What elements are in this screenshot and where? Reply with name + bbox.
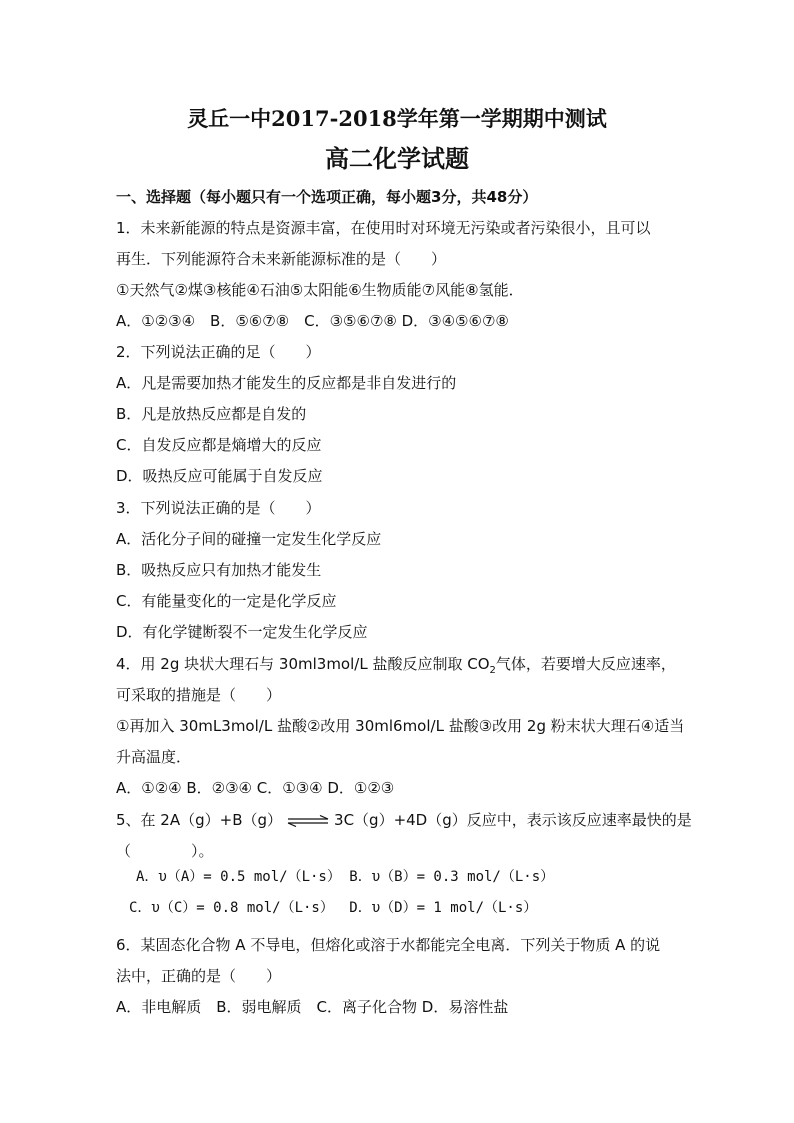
- q3-option-c: C．有能量变化的一定是化学反应: [116, 592, 337, 610]
- exam-title: 灵丘一中2017-2018学年第一学期期中测试: [187, 106, 607, 131]
- q4-stem-pre: 4．用 2g 块状大理石与 30ml3mol/L 盐酸反应制取 CO: [116, 655, 490, 673]
- q6-options: A．非电解质 B．弱电解质 C．离子化合物 D．易溶性盐: [116, 998, 509, 1016]
- q4-measures-line2: 升高温度．: [116, 748, 192, 766]
- q3-stem: 3．下列说法正确的是（ ）: [116, 499, 321, 517]
- q2-option-c: C．自发反应都是熵增大的反应: [116, 436, 322, 454]
- section-heading: 一、选择题（每小题只有一个选项正确，每小题3分，共48分）: [116, 188, 538, 206]
- q4-stem-post: 气体，若要增大反应速率，: [495, 655, 676, 673]
- q2-option-a: A．凡是需要加热才能发生的反应都是非自发进行的: [116, 374, 457, 392]
- q1-stem-line1: 1．未来新能源的特点是资源丰富，在使用时对环境无污染或者污染很小，且可以: [116, 219, 651, 237]
- q5-stem-line2: （ ）。: [116, 842, 214, 860]
- q3-option-b: B．吸热反应只有加热才能发生: [116, 561, 322, 579]
- q5-options-ab: A．υ（A）= 0.5 mol/（L·s） B．υ（B）= 0.3 mol/（L·s）: [136, 869, 555, 885]
- q4-options: A．①②④ B．②③④ C．①③④ D．①②③: [116, 779, 395, 797]
- q5-options-cd: C．υ（C）= 0.8 mol/（L·s） D．υ（D）= 1 mol/（L·s）: [129, 900, 538, 916]
- q6-stem-line1: 6．某固态化合物 A 不导电，但熔化或溶于水都能完全电离．下列关于物质 A 的说: [116, 936, 661, 954]
- q2-option-b: B．凡是放热反应都是自发的: [116, 405, 307, 423]
- q6-stem-line2: 法中，正确的是（ ）: [116, 967, 282, 985]
- q3-option-d: D．有化学键断裂不一定发生化学反应: [116, 623, 368, 641]
- exam-subtitle: 高二化学试题: [325, 144, 469, 173]
- reversible-arrow-icon: [286, 815, 330, 827]
- q5-stem-pre: 5、在 2A（g）+B（g）: [116, 811, 283, 829]
- q4-stem-line2: 可采取的措施是（ ）: [116, 686, 282, 704]
- q1-energy-list: ①天然气②煤③核能④石油⑤太阳能⑥生物质能⑦风能⑧氢能．: [116, 281, 524, 299]
- q2-option-d: D．吸热反应可能属于自发反应: [116, 467, 323, 485]
- q2-stem: 2．下列说法正确的足（ ）: [116, 343, 321, 361]
- q5-stem-post: 3C（g）+4D（g）反应中，表示该反应速率最快的是: [334, 811, 692, 829]
- q4-stem-subscript: 2: [489, 665, 496, 676]
- q3-option-a: A．活化分子间的碰撞一定发生化学反应: [116, 530, 382, 548]
- q1-options: A．①②③④ B．⑤⑥⑦⑧ C．③⑤⑥⑦⑧ D．③④⑤⑥⑦⑧: [116, 312, 509, 330]
- q1-stem-line2: 再生．下列能源符合未来新能源标准的是（ ）: [116, 250, 447, 268]
- q4-measures-line1: ①再加入 30mL3mol/L 盐酸②改用 30ml6mol/L 盐酸③改用 2g 粉末状大理石④适当: [116, 717, 685, 735]
- q4-stem-line1: [116, 653, 716, 682]
- q5-stem-line1: [116, 809, 716, 831]
